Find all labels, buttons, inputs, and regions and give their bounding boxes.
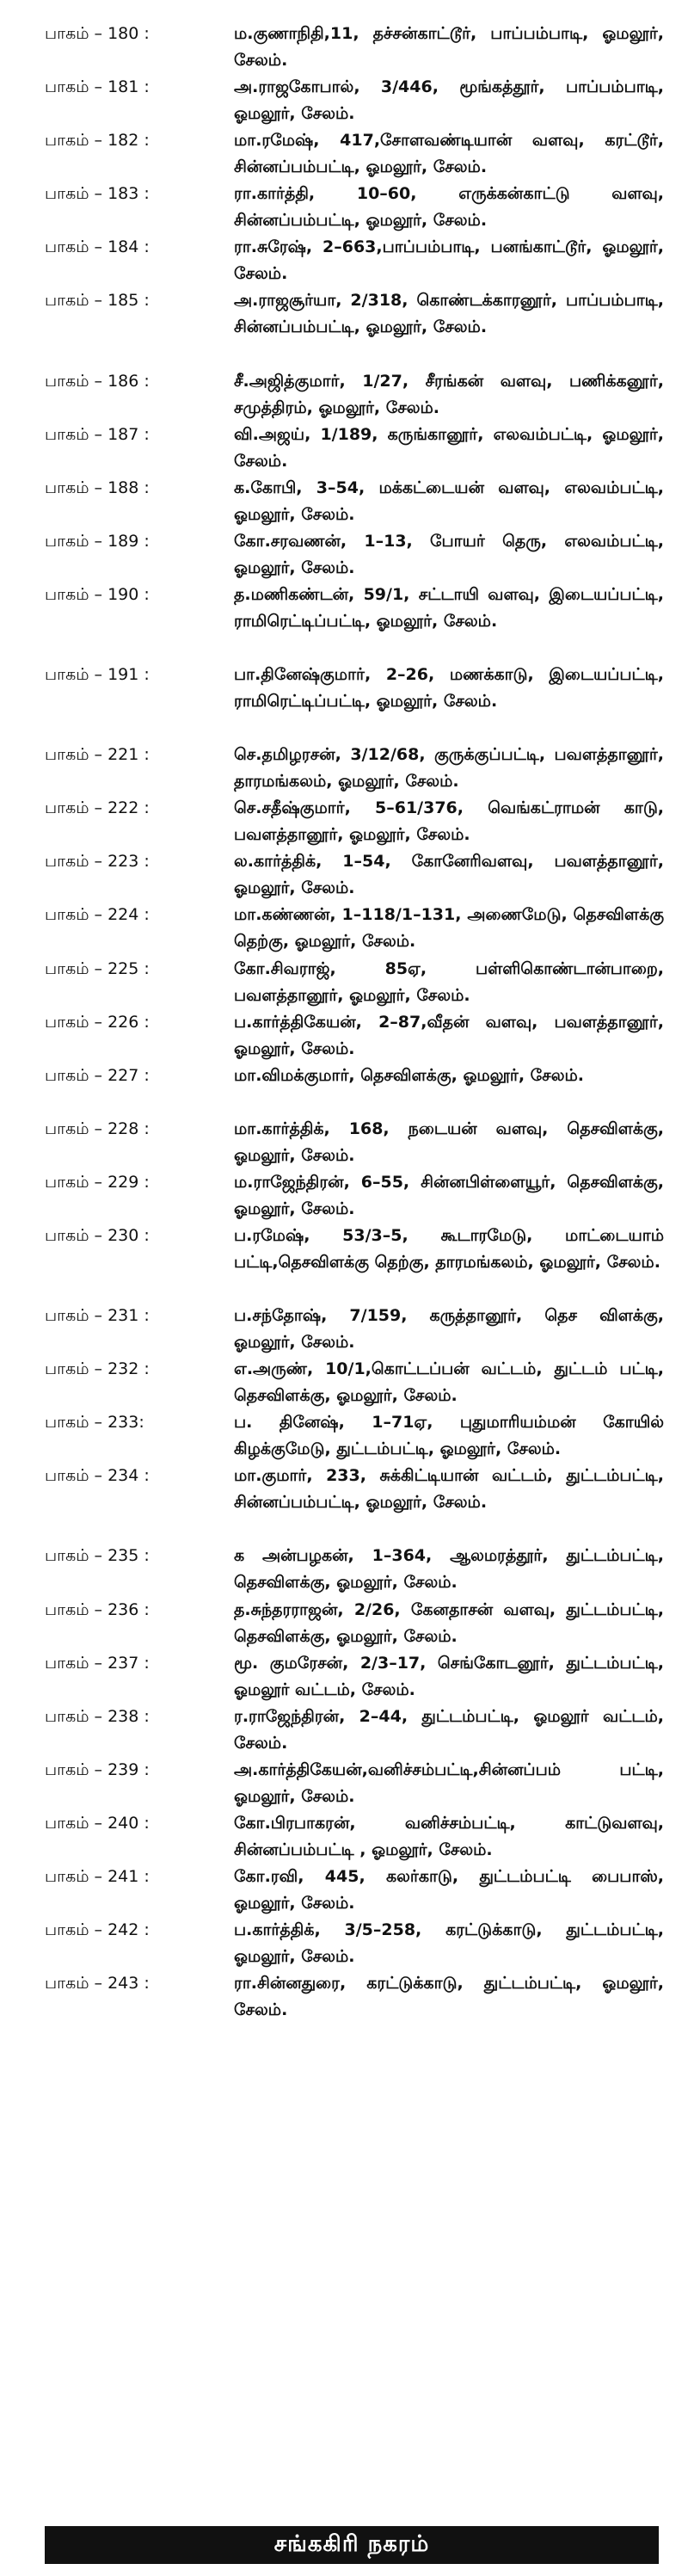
booth-number-label: பாகம் – 182 : xyxy=(45,131,150,151)
agent-name-address: மா.குமார், 233, சுக்கிட்டியான் வட்டம், துட்டம்பட்டி, சின்னப்பம்பட்டி, ஓமலூர், சேலம். xyxy=(234,1466,664,1513)
booth-number-label: பாகம் – 223 : xyxy=(45,852,150,872)
list-item xyxy=(45,1704,664,1757)
booth-number-label: பாகம் – 187 : xyxy=(45,424,150,444)
list-item xyxy=(45,1356,664,1409)
list-item xyxy=(45,234,664,287)
list-item xyxy=(45,582,664,662)
booth-number-label: பாகம் – 231 : xyxy=(45,1306,150,1326)
list-item xyxy=(45,662,664,742)
booth-number-label: பாகம் – 243 : xyxy=(45,1974,150,1994)
booth-number-label: பாகம் – 180 : xyxy=(45,24,150,43)
agent-name-address: ர.ராஜேந்திரன், 2–44, துட்டம்பட்டி, ஓமலூர் வட்டம், சேலம். xyxy=(234,1706,664,1753)
booth-number-label: பாகம் – 189 : xyxy=(45,531,150,551)
agent-name-address: ப.கார்த்திகேயன், 2–87,வீதன் வளவு, பவளத்தானூர், ஓமலூர், சேலம். xyxy=(234,1012,664,1058)
booth-number-label: பாகம் – 188 : xyxy=(45,478,150,497)
section-header-bar xyxy=(45,2526,659,2564)
booth-number-label: பாகம் – 232 : xyxy=(45,1359,150,1379)
list-item xyxy=(45,1917,664,1970)
booth-number-label: பாகம் – 224 : xyxy=(45,905,150,925)
list-item xyxy=(45,1543,664,1596)
booth-number-label: பாகம் – 225 : xyxy=(45,958,150,978)
booth-number-label: பாகம் – 190 : xyxy=(45,584,150,604)
agent-name-address: எ.அருண், 10/1,கொட்டப்பன் வட்டம், துட்டம் பட்டி, தெசவிளக்கு, ஓமலூர், சேலம். xyxy=(234,1359,664,1406)
agent-name-address: த.சுந்தரராஜன், 2/26, கேனதாசன் வளவு, துட்டம்பட்டி, தெசவிளக்கு, ஓமலூர், சேலம். xyxy=(234,1599,664,1646)
list-item xyxy=(45,1303,664,1356)
booth-number-label: பாகம் – 242 : xyxy=(45,1920,150,1940)
list-item xyxy=(45,848,664,902)
section-title: சங்ககிரி நகரம் xyxy=(273,2530,430,2557)
booth-number-label: பாகம் – 237 : xyxy=(45,1653,150,1673)
agent-name-address: த.மணிகண்டன், 59/1, சட்டாயி வளவு, இடையப்பட்டி, ராமிரெட்டிப்பட்டி, ஓமலூர், சேலம். xyxy=(234,584,664,631)
list-item xyxy=(45,1597,664,1650)
agent-name-address: அ.ராஜகோபால், 3/446, மூங்கத்தூர், பாப்பம்பாடி, ஓமலூர், சேலம். xyxy=(234,77,664,124)
list-item xyxy=(45,1757,664,1810)
list-item xyxy=(45,1116,664,1169)
booth-number-label: பாகம் – 236 : xyxy=(45,1599,150,1619)
booth-number-label: பாகம் – 184 : xyxy=(45,237,150,257)
list-item xyxy=(45,1009,664,1063)
list-item xyxy=(45,181,664,234)
agent-name-address: கோ.ரவி, 445, கலர்காடு, துட்டம்பட்டி பைபாஸ், ஓமலூர், சேலம். xyxy=(234,1867,664,1913)
list-item xyxy=(45,422,664,475)
list-item xyxy=(45,1169,664,1223)
agent-name-address: க.கோபி, 3–54, மக்கட்டையன் வளவு, எலவம்பட்டி, ஓமலூர், சேலம். xyxy=(234,478,664,524)
agent-name-address: கோ.சிவராஜ், 85ஏ, பள்ளிகொண்டான்பாறை, பவளத்தானூர், ஓமலூர், சேலம். xyxy=(234,958,664,1005)
agent-name-address: மா.கார்த்திக், 168, நடையன் வளவு, தெசவிளக்கு, ஓமலூர், சேலம். xyxy=(234,1119,664,1165)
agent-name-address: மூ. குமரேசன், 2/3–17, செங்கோடனூர், துட்டம்பட்டி, ஓமலூர் வட்டம், சேலம். xyxy=(234,1653,664,1699)
booth-number-label: பாகம் – 235 : xyxy=(45,1546,150,1566)
agent-name-address: மா.கண்ணன், 1–118/1–131, அணைமேடு, தெசவிளக்கு தெற்கு, ஓமலூர், சேலம். xyxy=(234,905,664,952)
agent-name-address: ரா.கார்த்தி, 10–60, எருக்கன்காட்டு வளவு, சின்னப்பம்பட்டி, ஓமலூர், சேலம். xyxy=(234,184,664,231)
agent-name-address: மா.விமக்குமார், தெசவிளக்கு, ஓமலூர், சேலம். xyxy=(234,1065,584,1085)
booth-number-label: பாகம் – 226 : xyxy=(45,1012,150,1032)
booth-agent-list xyxy=(45,21,664,2024)
list-item xyxy=(45,902,664,955)
booth-number-label: பாகம் – 191 : xyxy=(45,665,150,685)
booth-number-label: பாகம் – 227 : xyxy=(45,1065,150,1085)
agent-name-address: ரா.சுரேஷ், 2–663,பாப்பம்பாடி, பனங்காட்டூர், ஓமலூர், சேலம். xyxy=(234,237,664,284)
agent-name-address: க அன்பழகன், 1–364, ஆலமரத்தூர், துட்டம்பட்டி, தெசவிளக்கு, ஓமலூர், சேலம். xyxy=(234,1546,664,1593)
list-item xyxy=(45,1409,664,1463)
agent-name-address: கோ.சரவணன், 1–13, போயர் தெரு, எலவம்பட்டி, ஓமலூர், சேலம். xyxy=(234,531,664,577)
list-item xyxy=(45,1970,664,2024)
agent-name-address: சீ.அஜித்குமார், 1/27, சீரங்கன் வளவு, பணிக்கனூர், சமுத்திரம், ஓமலூர், சேலம். xyxy=(234,371,664,417)
list-item xyxy=(45,127,664,181)
agent-name-address: ல.கார்த்திக், 1–54, கோனேரிவளவு, பவளத்தானூர், ஓமலூர், சேலம். xyxy=(234,852,664,898)
booth-number-label: பாகம் – 233: xyxy=(45,1413,144,1433)
agent-name-address: ப.ரமேஷ், 53/3–5, கூடாரமேடு, மாட்டையாம் பட்டி,தெசவிளக்கு தெற்கு, தாரமங்கலம், ஓமலூர், சேலம். xyxy=(234,1225,664,1272)
agent-name-address: கோ.பிரபாகரன், வனிச்சம்பட்டி, காட்டுவளவு, சின்னப்பம்பட்டி , ஓமலூர், சேலம். xyxy=(234,1813,664,1859)
list-item xyxy=(45,795,664,848)
agent-name-address: செ.தமிழரசன், 3/12/68, குருக்குப்பட்டி, பவளத்தானூர், தாரமங்கலம், ஓமலூர், சேலம். xyxy=(234,745,664,792)
agent-name-address: ரா.சின்னதுரை, கரட்டுக்காடு, துட்டம்பட்டி, ஓமலூர், சேலம். xyxy=(234,1974,664,2020)
list-item xyxy=(45,1063,664,1116)
booth-number-label: பாகம் – 239 : xyxy=(45,1759,150,1779)
list-item xyxy=(45,287,664,367)
list-item xyxy=(45,475,664,528)
booth-number-label: பாகம் – 229 : xyxy=(45,1172,150,1192)
booth-number-label: பாகம் – 221 : xyxy=(45,745,150,765)
agent-name-address: வி.அஜய், 1/189, கருங்கானூர், எலவம்பட்டி, ஓமலூர், சேலம். xyxy=(234,424,664,471)
booth-number-label: பாகம் – 241 : xyxy=(45,1867,150,1886)
list-item xyxy=(45,1223,664,1303)
agent-name-address: ப.சந்தோஷ், 7/159, கருத்தானூர், தெச விளக்கு, ஓமலூர், சேலம். xyxy=(234,1306,664,1353)
list-item xyxy=(45,956,664,1009)
booth-number-label: பாகம் – 185 : xyxy=(45,291,150,311)
agent-name-address: ம.ராஜேந்திரன், 6–55, சின்னபிள்ளையூர், தெசவிளக்கு, ஓமலூர், சேலம். xyxy=(234,1172,664,1218)
agent-name-address: அ.ராஜசூர்யா, 2/318, கொண்டக்காரனூர், பாப்பம்பாடி, சின்னப்பம்பட்டி, ஓமலூர், சேலம். xyxy=(234,291,664,337)
list-item xyxy=(45,368,664,422)
booth-number-label: பாகம் – 230 : xyxy=(45,1225,150,1245)
booth-number-label: பாகம் – 181 : xyxy=(45,77,150,97)
list-item xyxy=(45,21,664,74)
agent-name-address: மா.ரமேஷ், 417,சோளவண்டியான் வளவு, கரட்டூர், சின்னப்பம்பட்டி, ஓமலூர், சேலம். xyxy=(234,131,664,177)
list-item xyxy=(45,1864,664,1917)
agent-name-address: ப.கார்த்திக், 3/5–258, கரட்டுக்காடு, துட்டம்பட்டி, ஓமலூர், சேலம். xyxy=(234,1920,664,1967)
agent-name-address: பா.தினேஷ்குமார், 2–26, மணக்காடு, இடையப்பட்டி, ராமிரெட்டிப்பட்டி, ஓமலூர், சேலம். xyxy=(234,665,664,712)
list-item xyxy=(45,1650,664,1704)
booth-number-label: பாகம் – 234 : xyxy=(45,1466,150,1486)
list-item xyxy=(45,742,664,795)
booth-number-label: பாகம் – 238 : xyxy=(45,1706,150,1726)
booth-number-label: பாகம் – 240 : xyxy=(45,1813,150,1833)
booth-number-label: பாகம் – 228 : xyxy=(45,1119,150,1138)
agent-name-address: ம.குணாநிதி,11, தச்சன்காட்டூர், பாப்பம்பாடி, ஓமலூர், சேலம். xyxy=(234,24,664,70)
booth-number-label: பாகம் – 183 : xyxy=(45,184,150,204)
list-item xyxy=(45,1463,664,1543)
agent-name-address: செ.சதீஷ்குமார், 5–61/376, வெங்கட்ராமன் காடு, பவளத்தானூர், ஓமலூர், சேலம். xyxy=(234,798,664,845)
list-item xyxy=(45,74,664,127)
booth-number-label: பாகம் – 186 : xyxy=(45,371,150,391)
list-item xyxy=(45,1810,664,1864)
booth-number-label: பாகம் – 222 : xyxy=(45,798,150,818)
agent-name-address: ப. தினேஷ், 1–71ஏ, புதுமாரியம்மன் கோயில் கிழக்குமேடு, துட்டம்பட்டி, ஓமலூர், சேலம். xyxy=(234,1413,664,1459)
list-item xyxy=(45,528,664,582)
agent-name-address: அ.கார்த்திகேயன்,வனிச்சம்பட்டி,சின்னப்பம் பட்டி, ஓமலூர், சேலம். xyxy=(234,1759,664,1806)
